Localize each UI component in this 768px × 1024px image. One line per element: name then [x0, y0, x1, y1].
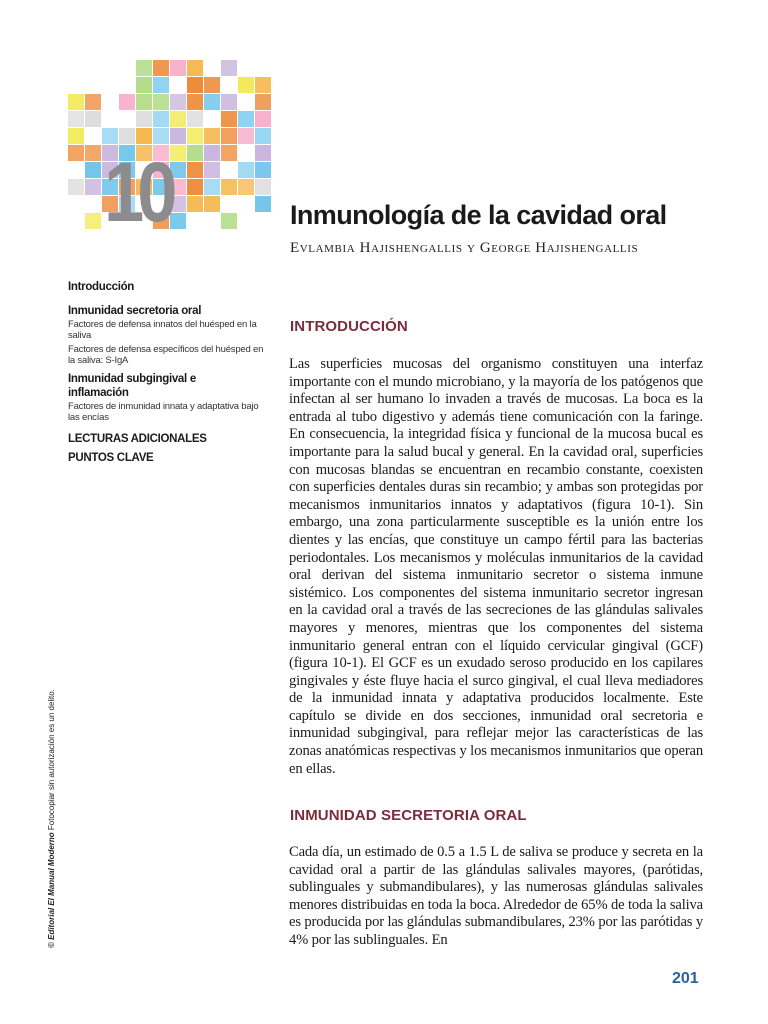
mosaic-square — [187, 162, 203, 178]
page-number: 201 — [672, 970, 699, 987]
paragraph-introduccion: Las superficies mucosas del organismo constituyen una interfaz importante con el mundo microbiano, y la mayoría de los patógenos que infectan al ser humano lo invaden a través de mucosas. La boca es la entrada al tubo digestivo y además tiene comunicación con la faringe. En consecuencia, la integridad física y funcional de la mucosa bucal es importante para la salud bucal y general. En la cavidad oral, superficies con mucosas blandas se encuentran en recambio constante, coexisten con superficies dentales duras sin recambio; y ambas son protegidas por mecanismos inmunitarios innatos y adaptativos (figura 10-1). Sin embargo, una zona particularmente susceptible es la unión entre los dientes y las encías, que constituye un campo fértil para las bacterias periodontales. Los mecanismos y moléculas inmunitarios de la cavidad oral derivan del sistema inmunitario secretor o sistema inmune sistémico. Los componentes del sistema inmunitario secretor ingresan en la cavidad oral a través de las secreciones de las glándulas salivales mayores y menores, mientras que los componentes del sistema inmunitario general entran con el líquido cervicular gingival (GCF) (figura 10-1). El GCF es un exudado seroso producido en los capilares gingivales y éste fluye hacia el surco gingival, el cual lleva mediadores de la inmunidad innata y adaptativa producidos localmente. Este capítulo se divide en dos secciones, inmunidad oral secretoria e inmunidad subgingival, para reflejar mejor las características de las zonas anatómicas respectivas y los mecanismos inmunitarios que operan en ellas. — [289, 356, 703, 777]
mosaic-square — [68, 128, 84, 144]
mosaic-square — [255, 162, 271, 178]
mosaic-square — [204, 145, 220, 161]
chapter-contents — [68, 280, 268, 464]
section-heading-inmunidad-secretoria: INMUNIDAD SECRETORIA ORAL — [290, 807, 527, 824]
mosaic-square — [238, 128, 254, 144]
mosaic-square — [85, 213, 101, 229]
mosaic-square — [221, 111, 237, 127]
mosaic-square — [204, 196, 220, 212]
mosaic-square — [170, 213, 186, 229]
toc-item-puntos-clave[interactable]: PUNTOS CLAVE — [68, 452, 154, 464]
toc-subitem[interactable]: Factores de inmunidad innata y adaptativa bajo las encías — [68, 401, 259, 423]
mosaic-square — [187, 77, 203, 93]
mosaic-square — [170, 196, 186, 212]
mosaic-square — [136, 111, 152, 127]
mosaic-square — [204, 77, 220, 93]
mosaic-square — [170, 162, 186, 178]
mosaic-square — [221, 213, 237, 229]
paragraph-inmunidad-secretoria: Cada día, un estimado de 0.5 a 1.5 L de saliva se produce y secreta en la cavidad oral a partir de las glándulas salivales mayores, (parótidas, sublinguales y submandibulares), y las numerosas glándulas salivales menores distribuidas en toda la boca. Alrededor de 65% de toda la saliva es producida por las glándulas submandibulares, 23% por las parótidas y 4% por las sublinguales. En — [289, 844, 703, 948]
mosaic-square — [85, 179, 101, 195]
mosaic-square — [221, 94, 237, 110]
mosaic-square — [68, 94, 84, 110]
mosaic-square — [221, 128, 237, 144]
toc-item-label: Inmunidad subgingival e inflamación — [68, 373, 196, 399]
mosaic-square — [153, 94, 169, 110]
mosaic-square — [187, 128, 203, 144]
mosaic-square — [204, 179, 220, 195]
chapter-number: 10 — [104, 145, 171, 239]
mosaic-square — [187, 111, 203, 127]
toc-item-label: Introducción — [68, 281, 135, 293]
mosaic-square — [255, 77, 271, 93]
mosaic-square — [170, 111, 186, 127]
mosaic-square — [255, 145, 271, 161]
mosaic-square — [68, 145, 84, 161]
toc-item-inmunidad-secretoria[interactable] — [68, 304, 268, 366]
mosaic-square — [187, 145, 203, 161]
mosaic-square — [68, 179, 84, 195]
mosaic-square — [204, 128, 220, 144]
mosaic-square — [238, 111, 254, 127]
mosaic-square — [204, 162, 220, 178]
mosaic-square — [221, 60, 237, 76]
mosaic-square — [238, 77, 254, 93]
publisher-credit: © Editorial El Manual Moderno — [47, 832, 56, 948]
mosaic-square — [136, 77, 152, 93]
mosaic-square — [170, 128, 186, 144]
mosaic-square — [136, 94, 152, 110]
mosaic-square — [187, 196, 203, 212]
mosaic-square — [102, 128, 118, 144]
mosaic-square — [170, 94, 186, 110]
mosaic-square — [85, 145, 101, 161]
mosaic-square — [85, 94, 101, 110]
toc-item-introduccion[interactable] — [68, 280, 268, 294]
mosaic-square — [204, 94, 220, 110]
mosaic-square — [153, 77, 169, 93]
toc-item-label: Inmunidad secretoria oral — [68, 305, 202, 317]
mosaic-square — [170, 179, 186, 195]
chapter-title: Inmunología de la cavidad oral — [290, 200, 667, 230]
mosaic-square — [85, 162, 101, 178]
mosaic-square — [170, 60, 186, 76]
mosaic-square — [136, 128, 152, 144]
mosaic-square — [187, 94, 203, 110]
copy-warning: Fotocopiar sin autorización es un delito. — [47, 689, 56, 831]
mosaic-square — [255, 128, 271, 144]
toc-subitem[interactable]: Factores de defensa innatos del huésped en la saliva — [68, 319, 257, 341]
mosaic-square — [170, 145, 186, 161]
toc-subitem[interactable]: Factores de defensa específicos del huésped en la saliva: S-IgA — [68, 344, 264, 366]
mosaic-square — [255, 94, 271, 110]
mosaic-square — [187, 179, 203, 195]
toc-item-inmunidad-subgingival[interactable] — [68, 372, 268, 423]
mosaic-square — [153, 60, 169, 76]
mosaic-square — [255, 179, 271, 195]
section-heading-introduccion: INTRODUCCIÓN — [290, 318, 408, 335]
mosaic-square — [255, 196, 271, 212]
mosaic-square — [153, 128, 169, 144]
mosaic-square — [119, 94, 135, 110]
mosaic-square — [187, 60, 203, 76]
mosaic-square — [153, 111, 169, 127]
mosaic-square — [221, 179, 237, 195]
mosaic-square — [255, 111, 271, 127]
mosaic-square — [68, 111, 84, 127]
mosaic-square — [238, 162, 254, 178]
mosaic-square — [119, 128, 135, 144]
mosaic-square — [221, 145, 237, 161]
copyright-notice — [47, 689, 56, 948]
mosaic-square — [85, 111, 101, 127]
toc-item-lecturas-adicionales[interactable]: LECTURAS ADICIONALES — [68, 433, 207, 445]
mosaic-square — [136, 60, 152, 76]
chapter-authors: Evlambia Hajishengallis y George Hajishengallis — [290, 240, 639, 256]
mosaic-square — [238, 179, 254, 195]
